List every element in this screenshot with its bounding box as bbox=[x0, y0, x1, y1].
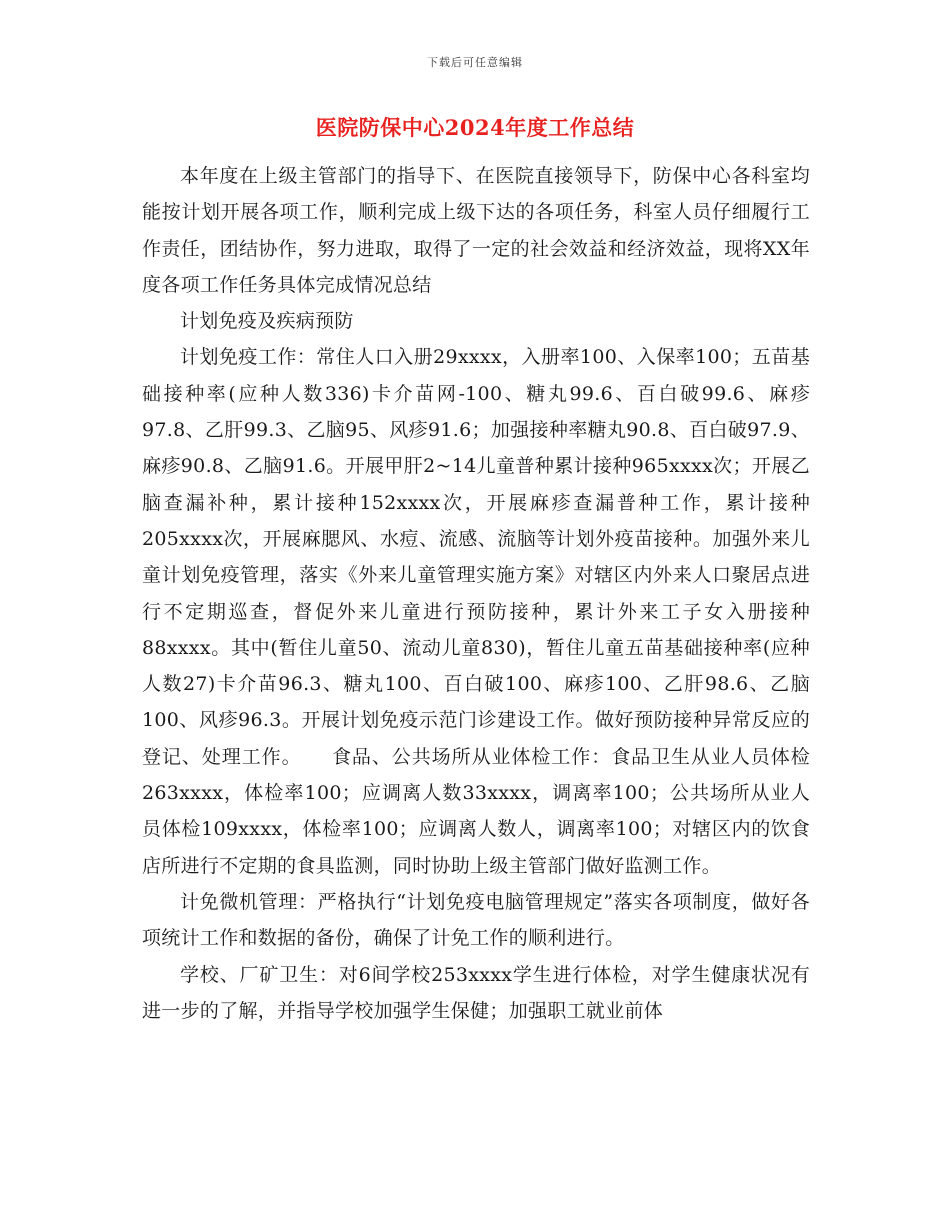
paragraph-section-heading: 计划免疫及疾病预防 bbox=[180, 310, 354, 333]
header-note: 下载后可任意编辑 bbox=[427, 56, 523, 69]
paragraph-school-factory-health: 学校、厂矿卫生：对6间学校253xxxx学生进行体检，对学生健康状况有进一步的了解，并指导学校加强学生保健；加强职工就业前体 bbox=[142, 963, 810, 1022]
paragraph-computer-management: 计免微机管理：严格执行“计划免疫电脑管理规定”落实各项制度，做好各项统计工作和数据的备份，确保了计免工作的顺利进行。 bbox=[142, 890, 810, 950]
paragraph-intro: 本年度在上级主管部门的指导下、在医院直接领导下，防保中心各科室均能按计划开展各项工作，顺利完成上级下达的各项任务，科室人员仔细履行工作责任，团结协作，努力进取，取得了一定的社会效益和经济效益，现将XX年度各项工作任务具体完成情况总结 bbox=[142, 165, 810, 296]
document-title: 医院防保中心2024年度工作总结 bbox=[315, 115, 635, 140]
document-body bbox=[142, 158, 810, 1029]
paragraph-immunization: 计划免疫工作：常住人口入册29xxxx，入册率100、入保率100；五苗基础接种率(应种人数336)卡介苗网-100、糖丸99.6、百白破99.6、麻疹97.8、乙肝99.3、乙脑95、风疹91.6；加强接种率糖丸90.8、百白破97.9、麻疹90.8、乙脑91.6。开展甲肝2~14儿童普种累计接种965xxxx次；开展乙脑查漏补种，累计接种152xxxx次，开展麻疹查漏普种工作，累计接种205xxxx次，开展麻腮风、水痘、流感、流脑等计划外疫苗接种。加强外来儿童计划免疫管理，落实《外来儿童管理实施方案》对辖区内外来人口聚居点进行不定期巡查，督促外来儿童进行预防接种，累计外来工子女入册接种88xxxx。其中(暂住儿童50、流动儿童830)，暂住儿童五苗基础接种率(应种人数27)卡介苗96.3、糖丸100、百白破100、麻疹100、乙肝98.6、乙脑100、风疹96.3。开展计划免疫示范门诊建设工作。做好预防接种异常反应的登记、处理工作。 食品、公共场所从业体检工作：食品卫生从业人员体检263xxxx，体检率100；应调离人数33xxxx，调离率100；公共场所从业人员体检109xxxx，体检率100；应调离人数人，调离率100；对辖区内的饮食店所进行不定期的食具监测，同时协助上级主管部门做好监测工作。 bbox=[142, 346, 810, 877]
